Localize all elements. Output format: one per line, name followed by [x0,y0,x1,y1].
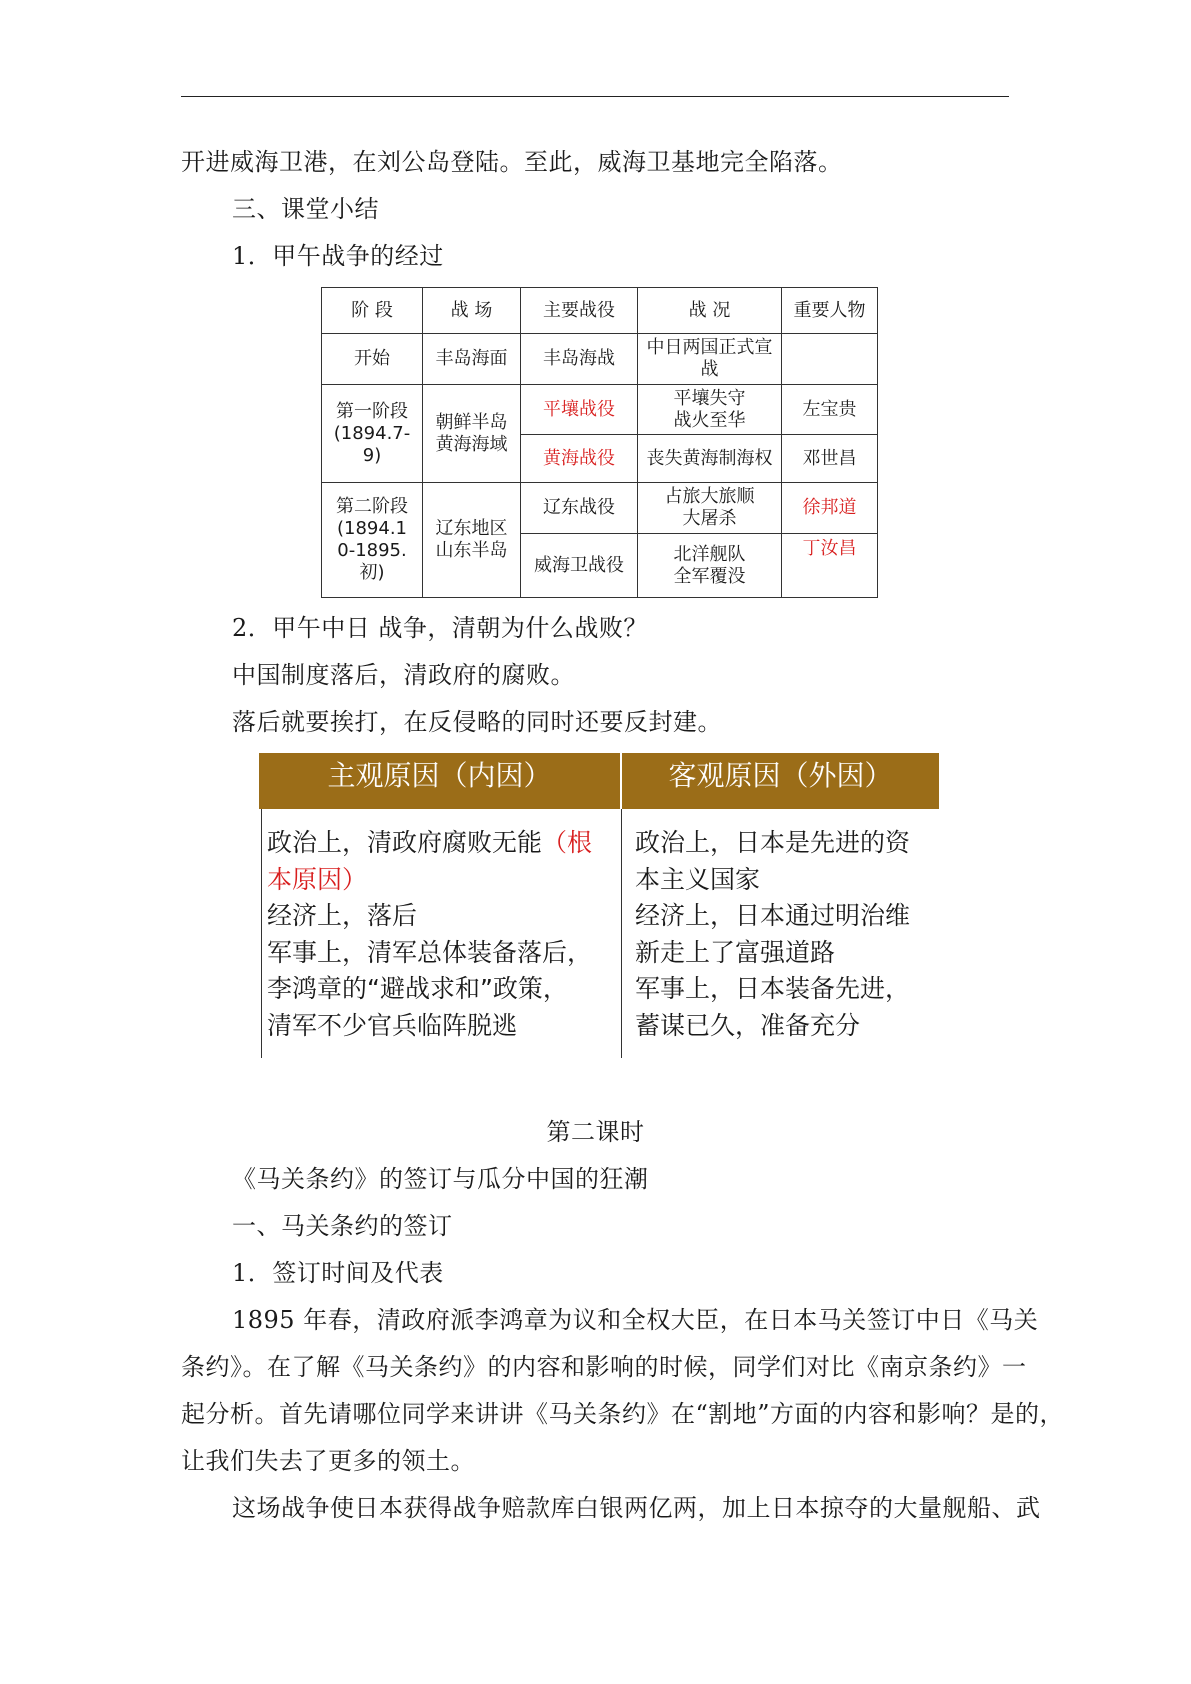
objective-reasons [635,825,935,1044]
table-border-middle [621,809,622,1058]
reason-line: 李鸿章的“避战求和”政策， [267,974,568,1003]
stage-cell: 开始 [322,334,423,385]
table-row [322,385,878,435]
subjective-reason-header: 主观原因（内因） [259,753,620,809]
status-text: 中日两国正式宣战 [646,337,773,380]
root-cause-note: 本原因） [267,864,368,894]
reason-line: 清军不少官兵临阵脱逃 [267,1010,518,1040]
battle-cell: 丰岛海战 [521,334,638,385]
subjective-reasons [267,825,617,1044]
body-paragraph-line: 让我们失去了更多的领土。 [181,1447,475,1475]
reasons-table [259,753,939,1058]
section-heading-treaty: 一、马关条约的签订 [232,1212,453,1240]
header-cell-stage: 阶 段 [322,288,423,334]
lesson-title: 第二课时 [546,1118,645,1146]
status-cell [638,534,782,598]
answer-line: 中国制度落后，清政府的腐败。 [232,661,575,689]
stage-cell [322,483,423,598]
reason-line: 政治上，日本是先进的资 [635,828,911,857]
person-cell [782,334,878,385]
status-text: 占旅大旅顺大屠杀 [664,486,755,529]
reason-line: 军事上，日本装备先进， [635,974,911,1003]
reason-line: 政治上，清政府腐败无能（根 [267,828,593,857]
body-paragraph-line: 1895 年春，清政府派李鸿章为议和全权大臣，在日本马关签订中日《马关 [232,1306,1039,1334]
status-cell [638,385,782,435]
root-cause-note: （根 [542,828,593,857]
reason-line: 经济上，落后 [267,901,418,930]
table-row [322,483,878,534]
objective-reason-header: 客观原因（外因） [622,753,939,809]
field-cell [423,385,521,483]
stage-text: 第一阶段(1894.7-9) [333,400,411,466]
battle-cell: 平壤战役 [521,385,638,435]
status-cell [638,334,782,385]
status-cell: 丧失黄海制海权 [638,435,782,483]
status-text: 平壤失守战火至华 [673,387,746,431]
reason-line: 军事上，清军总体装备落后， [267,937,593,967]
table-border-left [261,809,262,1058]
person-cell: 邓世昌 [782,435,878,483]
reason-line: 经济上，日本通过明治维 [635,901,911,930]
header-cell-person: 重要人物 [782,288,878,334]
battle-cell: 威海卫战役 [521,534,638,598]
field-cell [423,483,521,598]
field-text: 朝鲜半岛黄海海域 [435,411,508,455]
table-row [322,334,878,385]
field-text: 辽东地区山东半岛 [435,518,508,561]
status-text: 北洋舰队全军覆没 [673,543,746,587]
header-rule [181,96,1009,97]
person-cell: 左宝贵 [782,385,878,435]
field-cell: 丰岛海面 [423,334,521,385]
paragraph-continuation: 开进威海卫港，在刘公岛登陆。至此，威海卫基地完全陷落。 [181,148,843,176]
header-cell-status: 战 况 [638,288,782,334]
stage-cell [322,385,423,483]
battle-cell: 黄海战役 [521,435,638,483]
reason-line: 蓄谋已久，准备充分 [635,1010,861,1040]
reason-line: 新走上了富强道路 [635,937,836,967]
war-process-table [321,287,878,598]
header-cell-field: 战 场 [423,288,521,334]
item-heading-war-process: 1．甲午战争的经过 [232,242,444,270]
status-cell [638,483,782,534]
header-cell-battle: 主要战役 [521,288,638,334]
table-header-row [322,288,878,334]
person-cell: 丁汝昌 [782,534,878,598]
battle-cell: 辽东战役 [521,483,638,534]
body-paragraph-line: 起分析。首先请哪位同学来讲讲《马关条约》在“割地”方面的内容和影响？是的， [181,1400,1065,1428]
answer-line: 落后就要挨打，在反侵略的同时还要反封建。 [232,708,722,736]
person-cell: 徐邦道 [782,483,878,534]
lesson-subtitle: 《马关条约》的签订与瓜分中国的狂潮 [232,1165,649,1193]
body-paragraph-line: 这场战争使日本获得战争赔款库白银两亿两，加上日本掠夺的大量舰船、武 [232,1494,1041,1522]
stage-text: 第二阶段(1894.10-1895.初) [336,496,408,583]
item-heading-signing: 1．签订时间及代表 [232,1259,444,1287]
body-paragraph-line: 条约》。在了解《马关条约》的内容和影响的时候，同学们对比《南京条约》一 [181,1353,1027,1381]
section-heading-summary: 三、课堂小结 [232,195,379,223]
reason-line: 本主义国家 [635,864,761,894]
item-heading-defeat-reason: 2．甲午中日 战争，清朝为什么战败？ [232,614,648,642]
